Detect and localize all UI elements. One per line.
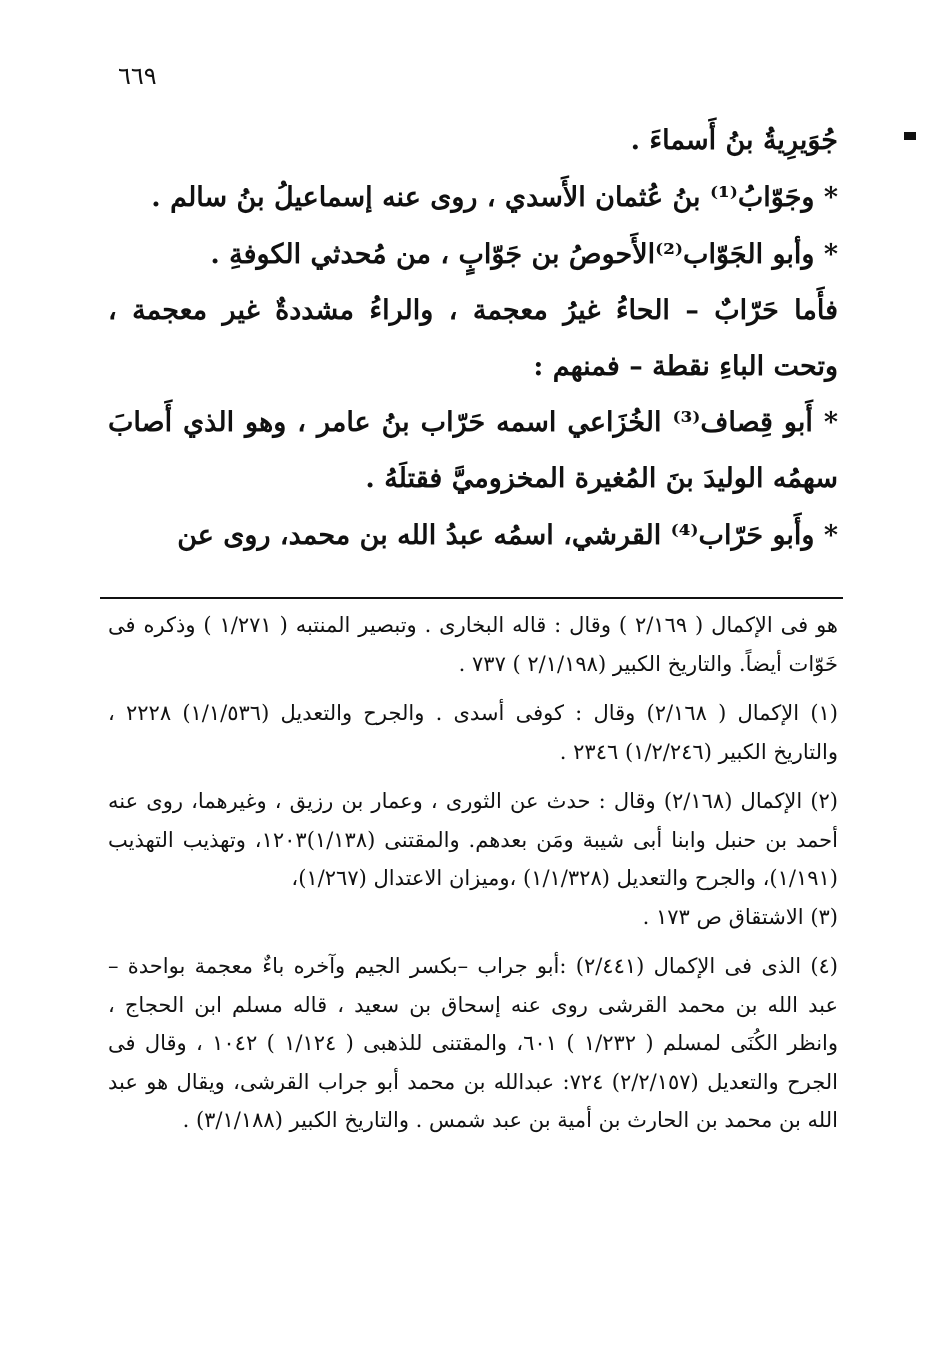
margin-mark	[904, 132, 916, 140]
page-number: ٦٦٩	[118, 62, 157, 90]
main-paragraph-3: * وأبو الجَوّاب⁽²⁾الأَحوصُ بن جَوّابٍ ، من مُحدثي الكوفةِ .	[210, 239, 838, 270]
footnote-2: (٢) الإكمال (٢/١٦٨) وقال : حدث عن الثورى ، وعمار بن رزيق ، وغيرهما، روى عنه أحمد بن حنبل وابنا أبى شيبة ومَن بعدهم. والمقتنى (١/١٣٨)١٢٠٣، وتهذيب التهذيب (١/١٩١)، والجرح والتعديل (١/١/٣٢٨) ،وميزان الاعتدال (١/٢٦٧)،	[108, 789, 838, 890]
main-paragraph-5: * أَبو قِصاف⁽³⁾ الخُزَاعي اسمه حَرّاب بنُ عامر ، وهو الذي أَصابَ سهمُه الوليدَ بنَ المُغيرة المخزوميَّ فقتلَهُ .	[108, 407, 838, 494]
footnotes	[108, 606, 838, 1140]
main-paragraph-4: فأَما حَرّابٌ – الحاءُ غيرُ معجمة ، والراءُ مشددةٌ غير معجمة ، وتحت الباءِ نقطة – فمنهم :	[108, 295, 838, 382]
main-paragraph-2: * وجَوّابُ⁽¹⁾ بنُ عُثمان الأَسدي ، روى عنه إسماعيلُ بنُ سالم .	[151, 182, 838, 213]
footnote-4: (٤) الذى فى الإكمال (٢/٤٤١) :أبو جراب –بكسر الجيم وآخره باءٌ معجمة بواحدة – عبد الله بن محمد القرشى روى عنه إسحاق بن سعيد ، قاله مسلم ابن الحجاج ، وانظر الكُنَى لمسلم ( ١/٢٣٢ ) ٦٠١، والمقتنى للذهبى ( ١/١٢٤ ) ١٠٤٢ ، وقال فى الجرح والتعديل (٢/٢/١٥٧) ٧٢٤: عبدالله بن محمد أبو جراب القرشى، ويقال هو عبد الله بن محمد بن الحارث بن أمية بن عبد شمس . والتاريخ الكبير (٣/١/١٨٨) .	[108, 954, 839, 1132]
main-paragraph-6: * وأَبو حَرّاب⁽⁴⁾ القرشي، اسمُه عبدُ الله بن محمد، روى عن	[177, 520, 838, 551]
main-text	[108, 112, 838, 564]
footnote-divider	[100, 597, 843, 599]
footnote-3: (٣) الاشتقاق ص ١٧٣ .	[642, 904, 838, 929]
footnote-1: (١) الإكمال ( ٢/١٦٨) وقال : كوفى أسدى . والجرح والتعديل (١/١/٥٣٦) ٢٢٢٨ ، والتاريخ الكبير (١/٢/٢٤٦) ٢٣٤٦ .	[108, 701, 838, 764]
main-paragraph-1: جُوَيرِيةُ بنُ أَسماءَ .	[630, 125, 838, 156]
footnote-preceding: هو فى الإكمال ( ٢/١٦٩ ) وقال : قاله البخارى . وتبصير المنتبه ( ١/٢٧١ ) وذكره فى خَوّات أيضاً. والتاريخ الكبير (٢/١/١٩٨ ) ٧٣٧ .	[108, 613, 839, 676]
